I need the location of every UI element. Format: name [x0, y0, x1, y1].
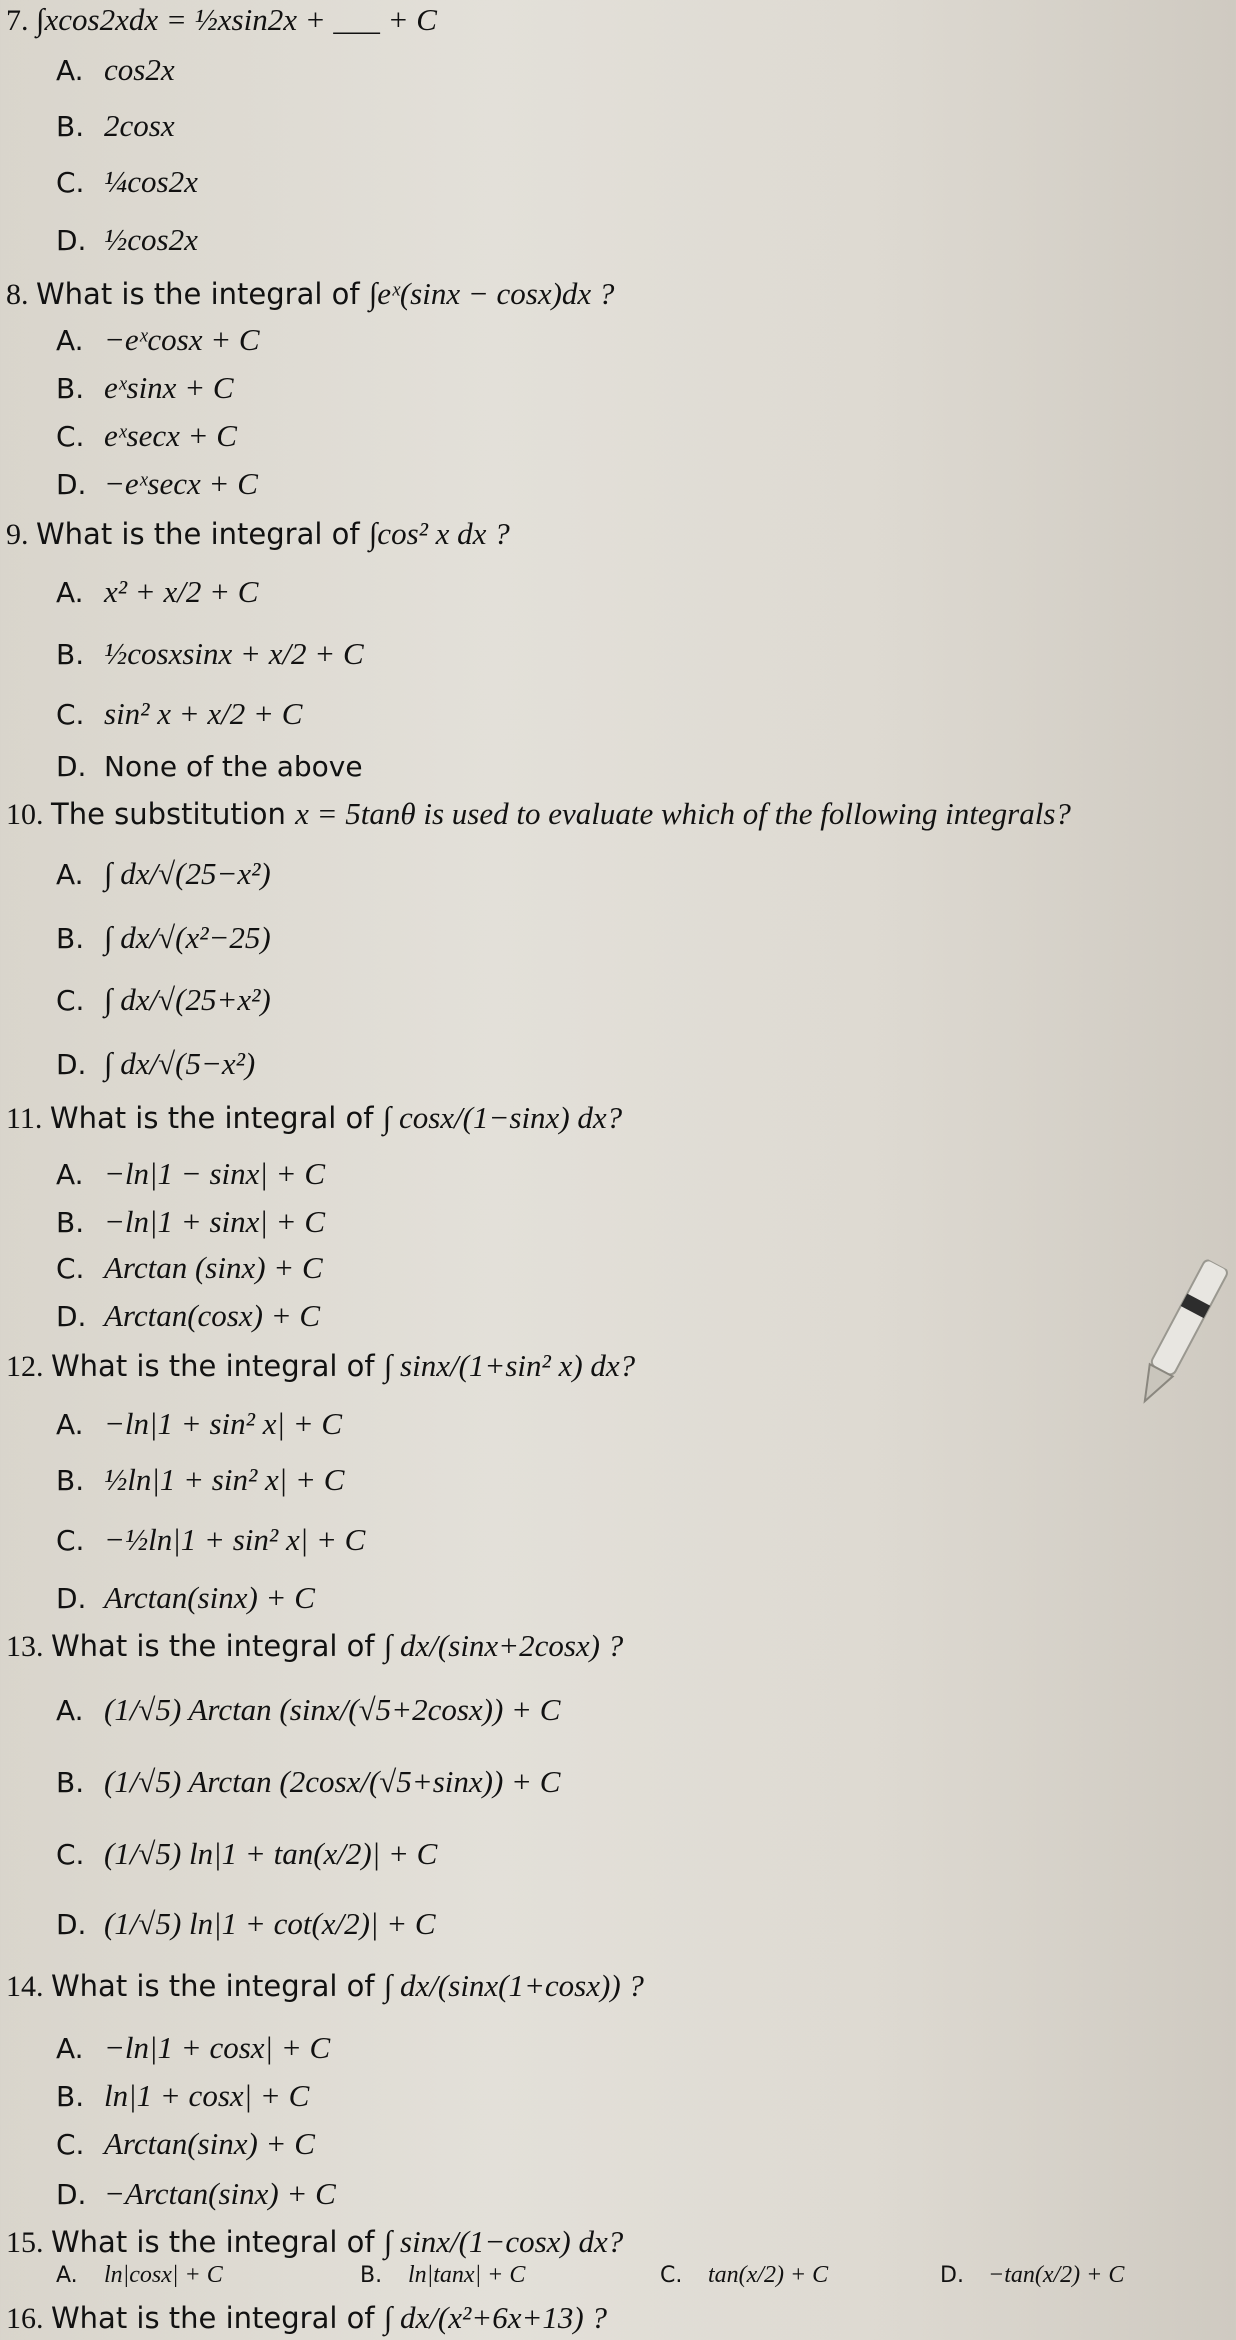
option-9c[interactable]: C. sin² x + x/2 + C	[56, 696, 303, 731]
question-10: 10. The substitution x = 5tanθ is used to evaluate which of the following integrals?	[6, 796, 1071, 831]
option-14d[interactable]: D. −Arctan(sinx) + C	[56, 2176, 336, 2211]
option-9b[interactable]: B. ½cosxsinx + x/2 + C	[56, 636, 364, 671]
option-9d[interactable]: D. None of the above	[56, 750, 363, 783]
option-15b[interactable]: B. ln|tanx| + C	[360, 2262, 526, 2288]
option-14a[interactable]: A. −ln|1 + cosx| + C	[56, 2030, 331, 2065]
option-8c[interactable]: C. eˣsecx + C	[56, 418, 237, 453]
option-15a[interactable]: A. ln|cosx| + C	[56, 2262, 223, 2288]
option-12a[interactable]: A. −ln|1 + sin² x| + C	[56, 1406, 343, 1441]
question-14: 14. What is the integral of ∫ dx/(sinx(1+cosx)) ?	[6, 1968, 644, 2003]
option-15c[interactable]: C. tan(x/2) + C	[660, 2262, 829, 2288]
question-7	[6, 2, 437, 38]
option-13c[interactable]: C. (1/√5) ln|1 + tan(x/2)| + C	[56, 1836, 438, 1871]
question-12: 12. What is the integral of ∫ sinx/(1+sin² x) dx?	[6, 1348, 636, 1383]
question-number: 7.	[6, 4, 29, 37]
option-7d[interactable]: D. ½cos2x	[56, 222, 198, 257]
question-15: 15. What is the integral of ∫ sinx/(1−cosx) dx?	[6, 2224, 624, 2259]
option-14c[interactable]: C. Arctan(sinx) + C	[56, 2126, 315, 2161]
question-16: 16. What is the integral of ∫ dx/(x²+6x+13) ?	[6, 2300, 607, 2335]
option-8a[interactable]: A. −eˣcosx + C	[56, 322, 260, 357]
option-11d[interactable]: D. Arctan(cosx) + C	[56, 1298, 321, 1333]
option-12d[interactable]: D. Arctan(sinx) + C	[56, 1580, 315, 1615]
option-15d[interactable]: D. −tan(x/2) + C	[940, 2262, 1125, 2288]
option-10d[interactable]: D. ∫ dx/√(5−x²)	[56, 1046, 256, 1081]
question-9: 9. What is the integral of ∫cos² x dx ?	[6, 516, 510, 551]
option-7a[interactable]: A. cos2x	[56, 52, 175, 87]
question-8: 8. What is the integral of ∫eˣ(sinx − cosx)dx ?	[6, 276, 615, 311]
option-12c[interactable]: C. −½ln|1 + sin² x| + C	[56, 1522, 366, 1557]
pen-icon	[1112, 1248, 1236, 1422]
option-7c[interactable]: C. ¼cos2x	[56, 164, 198, 199]
question-math: ∫xcos2xdx = ½xsin2x + ___ + C	[36, 2, 437, 37]
option-11a[interactable]: A. −ln|1 − sinx| + C	[56, 1156, 326, 1191]
option-10c[interactable]: C. ∫ dx/√(25+x²)	[56, 982, 271, 1017]
option-11b[interactable]: B. −ln|1 + sinx| + C	[56, 1204, 326, 1239]
option-11c[interactable]: C. Arctan (sinx) + C	[56, 1250, 323, 1285]
question-13: 13. What is the integral of ∫ dx/(sinx+2cosx) ?	[6, 1628, 624, 1663]
question-11: 11. What is the integral of ∫ cosx/(1−sinx) dx?	[6, 1100, 623, 1135]
option-13b[interactable]: B. (1/√5) Arctan (2cosx/(√5+sinx)) + C	[56, 1764, 561, 1799]
option-10b[interactable]: B. ∫ dx/√(x²−25)	[56, 920, 271, 955]
option-13d[interactable]: D. (1/√5) ln|1 + cot(x/2)| + C	[56, 1906, 436, 1941]
option-9a[interactable]: A. x² + x/2 + C	[56, 574, 259, 609]
option-8d[interactable]: D. −eˣsecx + C	[56, 466, 258, 501]
option-13a[interactable]: A. (1/√5) Arctan (sinx/(√5+2cosx)) + C	[56, 1692, 561, 1727]
option-8b[interactable]: B. eˣsinx + C	[56, 370, 234, 405]
option-7b[interactable]: B. 2cosx	[56, 108, 175, 143]
option-12b[interactable]: B. ½ln|1 + sin² x| + C	[56, 1462, 345, 1497]
option-14b[interactable]: B. ln|1 + cosx| + C	[56, 2078, 310, 2113]
option-10a[interactable]: A. ∫ dx/√(25−x²)	[56, 856, 271, 891]
